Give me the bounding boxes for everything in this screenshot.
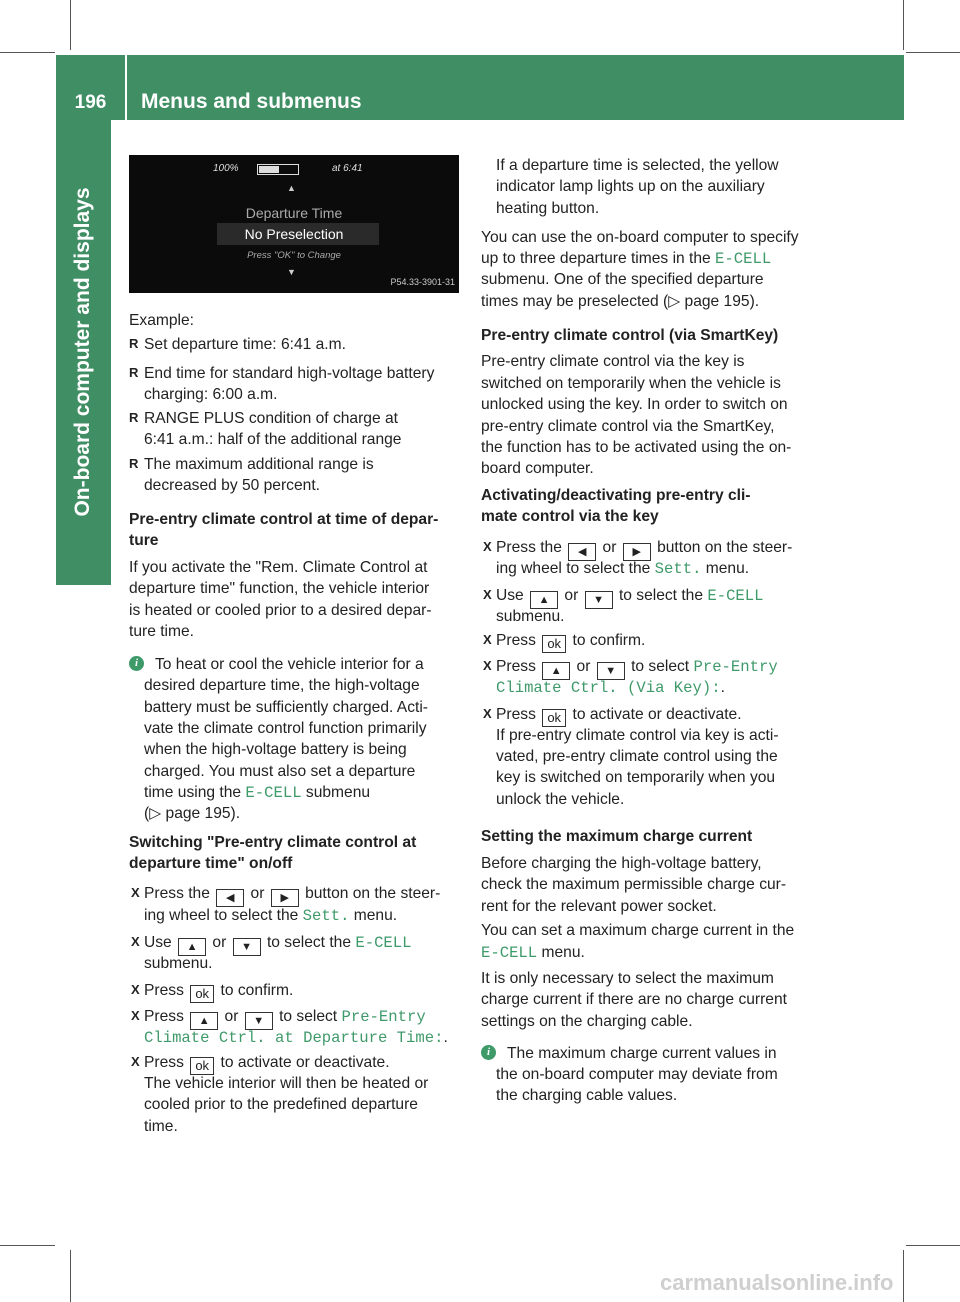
section-heading: Pre-entry climate control (via SmartKey) (481, 327, 779, 344)
menu-code: E-CELL (707, 587, 764, 605)
ok-key-icon: ok (190, 1057, 214, 1075)
menu-code: E-CELL (715, 250, 772, 268)
text: submenu (301, 784, 371, 801)
down-key-icon: ▼ (245, 1012, 273, 1030)
ok-key-icon: ok (190, 985, 214, 1003)
step: submenu. (496, 608, 565, 625)
step (144, 1027, 448, 1049)
step-arrow-icon: X (131, 885, 140, 900)
menu-code: Pre-Entry (341, 1008, 426, 1026)
menu-code: Climate Ctrl. at Departure Time: (144, 1029, 444, 1047)
text: . (443, 1029, 448, 1046)
text: Press the (496, 539, 567, 556)
menu-code: Pre-Entry (693, 658, 778, 676)
bullet: R (129, 336, 139, 351)
text: or (220, 1008, 243, 1025)
text: up to three departure times in the (481, 250, 716, 267)
paragraph: Pre-entry climate control via the key is (481, 353, 745, 370)
step: If pre-entry climate control via key is acti- (496, 727, 779, 744)
list-item: The maximum additional range is (144, 456, 374, 473)
info-note: desired departure time, the high-voltage (144, 677, 420, 694)
menu-code: E-CELL (245, 784, 302, 802)
crop-mark (906, 52, 960, 53)
text: to select (626, 658, 694, 675)
step-arrow-icon: X (483, 706, 492, 721)
text: or (246, 885, 269, 902)
info-note: vate the climate control function primarily (144, 720, 427, 737)
step-arrow-icon: X (131, 982, 140, 997)
text: Press (144, 1008, 189, 1025)
text: Press (144, 1054, 189, 1071)
step: The vehicle interior will then be heated or (144, 1075, 429, 1092)
down-key-icon: ▼ (233, 938, 261, 956)
text: Press (144, 982, 189, 999)
text: time using the (144, 784, 246, 801)
scroll-up-icon: ▲ (287, 183, 296, 193)
step (144, 883, 440, 907)
menu-code: Sett. (302, 907, 350, 925)
step (496, 677, 725, 699)
step: vated, pre-entry climate control using the (496, 748, 778, 765)
screen-menu-line2: No Preselection (244, 226, 344, 242)
paragraph: the function has to be activated using the on- (481, 439, 792, 456)
text: to activate or deactivate. (216, 1054, 390, 1071)
section-heading: Pre-entry climate control at time of depar- (129, 511, 439, 528)
text: to select the (614, 587, 708, 604)
text: or (572, 658, 595, 675)
page-number: 196 (74, 92, 107, 113)
text: button on the steer- (300, 885, 441, 902)
paragraph: You can use the on-board computer to specify (481, 229, 799, 246)
text: menu. (349, 907, 398, 924)
watermark: carmanualsonline.info (660, 1270, 894, 1295)
paragraph: rent for the relevant power socket. (481, 898, 717, 915)
section-heading: ture (129, 532, 159, 549)
list-item: decreased by 50 percent. (144, 477, 320, 494)
list-item: Set departure time: 6:41 a.m. (144, 336, 346, 353)
info-icon: i (129, 656, 144, 671)
menu-code: E-CELL (481, 944, 538, 962)
section-heading: Setting the maximum charge current (481, 828, 753, 845)
paragraph: heating button. (496, 200, 600, 217)
paragraph: Before charging the high-voltage battery, (481, 855, 762, 872)
display-screenshot (129, 155, 459, 293)
list-item: charging: 6:00 a.m. (144, 386, 278, 403)
paragraph: departure time" function, the vehicle interior (129, 580, 430, 597)
text: to confirm. (568, 632, 646, 649)
left-key-icon: ◀ (216, 889, 244, 907)
info-icon: i (481, 1045, 496, 1060)
menu-code: Sett. (654, 560, 702, 578)
paragraph: ture time. (129, 623, 194, 640)
step (144, 905, 397, 927)
paragraph: submenu. One of the specified departure (481, 271, 764, 288)
paragraph: You can set a maximum charge current in the (481, 922, 795, 939)
text: . (720, 679, 725, 696)
page-title: Menus and submenus (141, 90, 362, 113)
list-item: End time for standard high-voltage battery (144, 365, 435, 382)
screen-menu-line1: Departure Time (245, 205, 343, 221)
side-tab-label: On-board computer and displays (71, 187, 94, 517)
paragraph: pre-entry climate control via the SmartKey, (481, 418, 775, 435)
info-note: the on-board computer may deviate from (496, 1066, 778, 1083)
step: cooled prior to the predefined departure (144, 1096, 418, 1113)
step: key is switched on temporarily when you (496, 769, 776, 786)
step (496, 704, 742, 727)
section-heading: Activating/deactivating pre-entry cli- (481, 487, 751, 504)
text: to confirm. (216, 982, 294, 999)
right-key-icon: ▶ (623, 543, 651, 561)
info-note: battery must be sufficiently charged. Acti- (144, 699, 428, 716)
paragraph: indicator lamp lights up on the auxiliary (496, 178, 765, 195)
step-arrow-icon: X (483, 658, 492, 673)
paragraph: settings on the charging cable. (481, 1013, 693, 1030)
bullet: R (129, 410, 139, 425)
right-key-icon: ▶ (271, 889, 299, 907)
scroll-down-icon: ▼ (287, 267, 296, 277)
info-note (144, 782, 370, 804)
menu-code: E-CELL (355, 934, 412, 952)
info-note: the charging cable values. (496, 1087, 678, 1104)
image-code: P54.33-3901-31 (390, 277, 455, 287)
step-arrow-icon: X (131, 1008, 140, 1023)
text: Press the (144, 885, 215, 902)
section-heading: mate control via the key (481, 508, 659, 525)
paragraph: If you activate the "Rem. Climate Control at (129, 559, 428, 576)
step-arrow-icon: X (131, 1054, 140, 1069)
text: Press (496, 706, 541, 723)
step: submenu. (144, 955, 213, 972)
paragraph: times may be preselected (▷ page 195). (481, 293, 760, 310)
text: Use (496, 587, 529, 604)
up-key-icon: ▲ (542, 662, 570, 680)
down-key-icon: ▼ (585, 591, 613, 609)
screen-menu-hint: Press "OK" to Change (247, 250, 341, 261)
text: or (560, 587, 583, 604)
crop-mark (903, 1250, 904, 1302)
step-arrow-icon: X (483, 539, 492, 554)
step-arrow-icon: X (483, 632, 492, 647)
up-key-icon: ▲ (178, 938, 206, 956)
info-note: charged. You must also set a departure (144, 763, 416, 780)
text: menu. (537, 944, 585, 961)
text: Press (496, 632, 541, 649)
step: time. (144, 1118, 178, 1135)
left-key-icon: ◀ (568, 543, 596, 561)
step (496, 630, 645, 653)
text: to select (274, 1008, 342, 1025)
paragraph: switched on temporarily when the vehicle is (481, 375, 781, 392)
paragraph: It is only necessary to select the maximum (481, 970, 774, 987)
step (496, 558, 749, 580)
down-key-icon: ▼ (597, 662, 625, 680)
text: to select the (262, 934, 356, 951)
text: menu. (701, 560, 750, 577)
crop-mark (906, 1245, 960, 1246)
text: ing wheel to select the (496, 560, 655, 577)
list-item: RANGE PLUS condition of charge at (144, 410, 398, 427)
menu-code: Climate Ctrl. (Via Key): (496, 679, 721, 697)
step-arrow-icon: X (483, 587, 492, 602)
paragraph: If a departure time is selected, the yellow (496, 157, 779, 174)
info-note: The maximum charge current values in (507, 1045, 777, 1062)
ok-key-icon: ok (542, 709, 566, 727)
crop-mark (0, 1245, 55, 1246)
text: ing wheel to select the (144, 907, 303, 924)
text: or (598, 539, 621, 556)
bullet: R (129, 365, 139, 380)
bullet: R (129, 456, 139, 471)
battery-icon (257, 164, 299, 175)
screen-time: at 6:41 (332, 163, 363, 174)
step: unlock the vehicle. (496, 791, 625, 808)
crop-mark (70, 1250, 71, 1302)
text: Press (496, 658, 541, 675)
paragraph (481, 248, 771, 270)
ok-key-icon: ok (542, 635, 566, 653)
text: to activate or deactivate. (568, 706, 742, 723)
example-label: Example: (129, 312, 195, 329)
paragraph: board computer. (481, 460, 594, 477)
crop-mark (70, 0, 71, 50)
info-note: when the high-voltage battery is being (144, 741, 407, 758)
text: or (208, 934, 231, 951)
paragraph: charge current if there are no charge current (481, 991, 787, 1008)
paragraph (481, 942, 585, 964)
section-heading: departure time" on/off (129, 855, 293, 872)
paragraph: is heated or cooled prior to a desired depar- (129, 602, 432, 619)
crop-mark (903, 0, 904, 50)
text: Use (144, 934, 177, 951)
step (144, 980, 293, 1003)
up-key-icon: ▲ (190, 1012, 218, 1030)
step-arrow-icon: X (131, 934, 140, 949)
info-note: To heat or cool the vehicle interior for a (155, 656, 424, 673)
paragraph: unlocked using the key. In order to switch on (481, 396, 788, 413)
paragraph: check the maximum permissible charge cur- (481, 876, 787, 893)
screen-battery-percent: 100% (213, 163, 239, 174)
step (144, 1052, 390, 1075)
up-key-icon: ▲ (530, 591, 558, 609)
section-heading: Switching "Pre-entry climate control at (129, 834, 417, 851)
text: button on the steer- (652, 539, 793, 556)
list-item: 6:41 a.m.: half of the additional range (144, 431, 402, 448)
info-note: (▷ page 195). (144, 805, 241, 822)
crop-mark (0, 52, 55, 53)
